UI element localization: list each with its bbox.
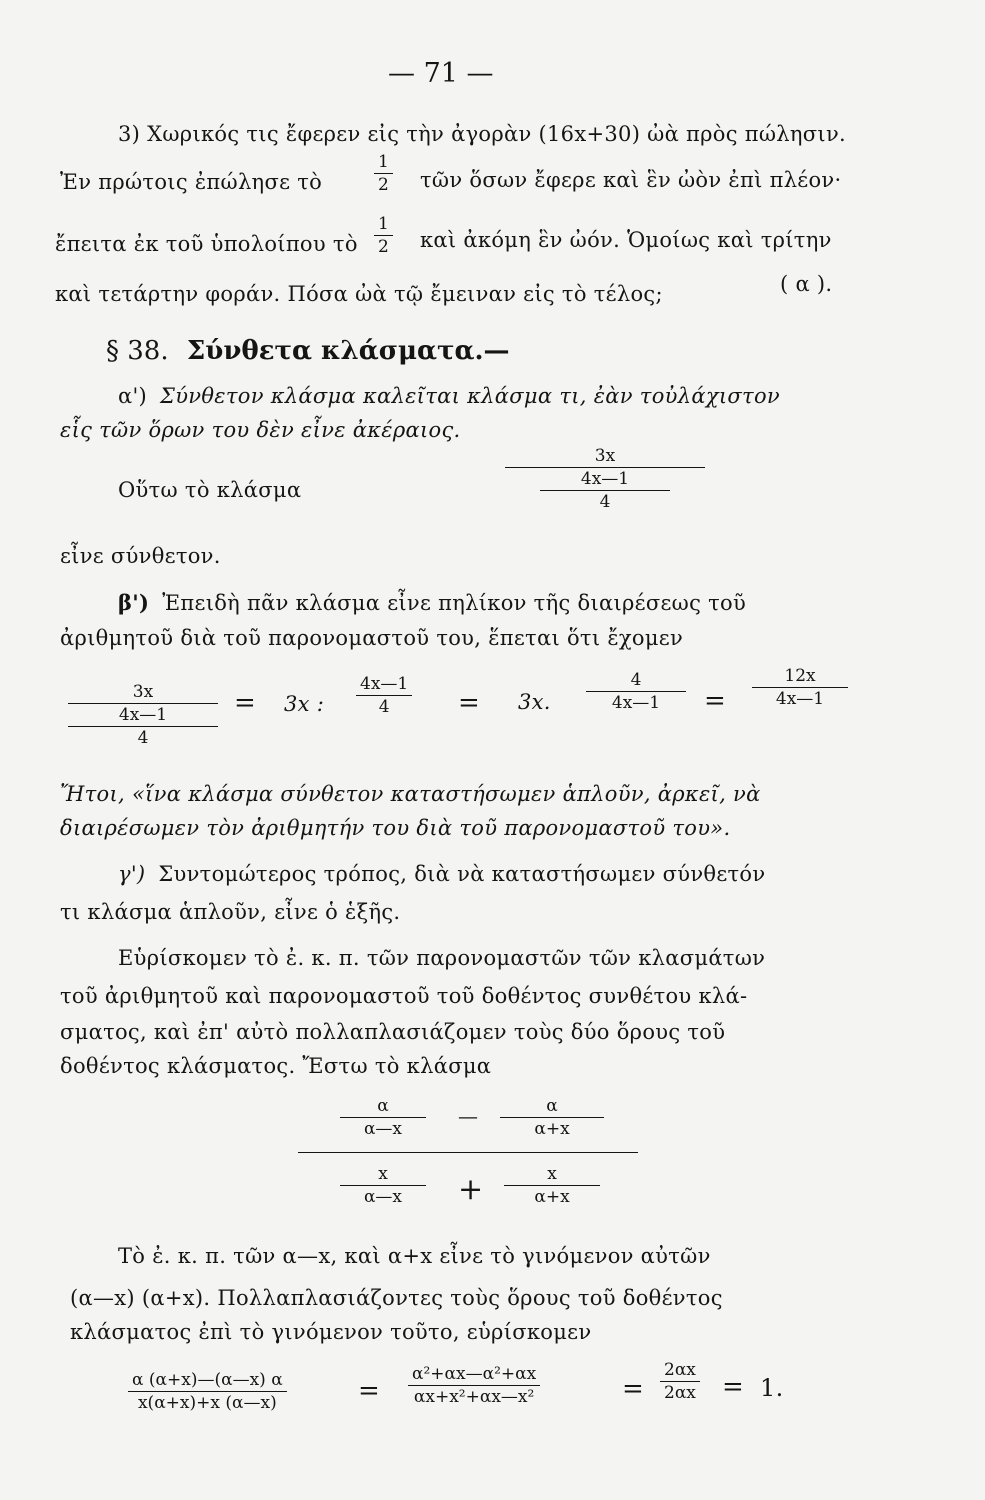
final-result: 1. (760, 1374, 784, 1402)
compound-fraction-example (505, 446, 705, 512)
eq-b-term3-fraction (586, 670, 686, 713)
big-top-left-bar (340, 1117, 426, 1118)
part-a-line1 (118, 384, 780, 408)
eq-b-rhs-bar (752, 687, 848, 688)
fraction-one-half-1 (374, 152, 393, 195)
big-top-right-bar (500, 1117, 604, 1118)
eq-b-equals-2: = (458, 688, 480, 718)
part-b-rule-line1: Ἤτοι, «ἵνα κλάσμα σύνθετον καταστήσωμεν ἁπλοῦν, ἀρκεῖ, νὰ (60, 782, 761, 806)
fraction-one-half-2 (374, 214, 393, 257)
problem3-line4: καὶ τετάρτην φοράν. Πόσα ὠὰ τῷ ἔμειναν εἰς τὸ τέλος; (55, 282, 663, 306)
final-f1-denominator: x(α+x)+x (α—x) (137, 1393, 277, 1413)
inner-denominator: 4 (599, 492, 611, 512)
eq-b-rhs-denominator: 4x—1 (775, 689, 825, 709)
part-c-lcm-line1: Τὸ ἐ. κ. π. τῶν α—x, καὶ α+x εἶνε τὸ γινόμενον αὐτῶν (118, 1244, 711, 1268)
part-c-line2: τι κλάσμα ἁπλοῦν, εἶνε ὁ ἑξῆς. (60, 900, 401, 924)
part-c-text: Συντομώτερος τρόπος, διὰ νὰ καταστήσωμεν σύνθετόν (158, 862, 766, 886)
eq-b-term2-prefix: 3x : (284, 692, 325, 716)
part-b-line1 (118, 590, 746, 615)
part-a-line2: εἷς τῶν ὅρων του δὲν εἶνε ἀκέραιος. (60, 418, 461, 442)
problem3-line2-post: τῶν ὅσων ἔφερε καὶ ἓν ὠὸν ἐπὶ πλέον· (420, 168, 842, 192)
big-main-fraction-bar (298, 1152, 638, 1153)
inner-fraction-bar (540, 490, 670, 491)
final-equals-3: = (722, 1372, 744, 1402)
big-bottom-left-denominator: α—x (363, 1187, 403, 1207)
eq-b-term2-numerator: 4x—1 (360, 674, 409, 694)
big-top-left-fraction (340, 1096, 426, 1139)
problem3-line2-pre: Ἐν πρώτοις ἐπώλησε τὸ (60, 170, 323, 194)
big-bottom-left-numerator: x (378, 1164, 388, 1184)
answer-hint: ( α ). (780, 272, 833, 296)
big-bottom-right-fraction (504, 1164, 600, 1207)
eq-b-term3-numerator: 4 (630, 670, 642, 690)
page-number: — 71 — (388, 58, 494, 89)
eq-b-lhs-inner-denominator: 4 (137, 728, 149, 748)
part-c-para-line3: σματος, καὶ ἐπ' αὐτὸ πολλαπλασιάζομεν τοὺς δύο ὅρους τοῦ (60, 1020, 726, 1044)
eq-b-rhs-fraction (752, 666, 848, 709)
part-c-label: γ') (118, 862, 146, 886)
big-top-right-denominator: α+x (534, 1119, 570, 1139)
final-equals-2: = (622, 1374, 644, 1404)
final-equals-1: = (358, 1376, 380, 1406)
big-top-operator: — (458, 1104, 478, 1128)
main-fraction-bar (505, 467, 705, 468)
compound-numerator: 3x (594, 446, 616, 466)
fraction-bar (374, 173, 393, 174)
big-bottom-right-numerator: x (547, 1164, 557, 1184)
fraction-denominator: 2 (378, 175, 389, 195)
eq-b-lhs-inner-numerator: 4x—1 (118, 705, 168, 725)
part-c-para-line1: Εὑρίσκομεν τὸ ἐ. κ. π. τῶν παρονομαστῶν τῶν κλασμάτων (118, 946, 766, 970)
section-heading (106, 336, 510, 366)
section-number: § 38. (106, 336, 169, 366)
eq-b-term2-denominator: 4 (378, 697, 390, 717)
final-f3-denominator: 2αx (664, 1383, 696, 1403)
final-f1-numerator: α (α+x)—(α—x) α (132, 1370, 283, 1390)
part-a-label: α') (118, 384, 148, 408)
eq-b-term3-prefix: 3x. (518, 690, 551, 714)
part-b-line2: ἀριθμητοῦ διὰ τοῦ παρονομαστοῦ του, ἕπεται ὅτι ἔχομεν (60, 626, 684, 650)
eq-b-inner-bar (68, 726, 218, 727)
big-bottom-operator: + (458, 1172, 484, 1207)
eq-b-compound-fraction (68, 682, 218, 748)
big-bottom-left-fraction (340, 1164, 426, 1207)
fraction-denominator: 2 (378, 237, 389, 257)
part-c-lcm-line2: (α—x) (α+x). Πολλαπλασιάζοντες τοὺς ὅρους τοῦ δοθέντος (70, 1286, 723, 1310)
part-c-para-line4: δοθέντος κλάσματος. Ἔστω τὸ κλάσμα (60, 1054, 492, 1078)
final-f3-bar (660, 1381, 700, 1382)
final-fraction-1 (128, 1370, 287, 1413)
part-c-lcm-line3: κλάσματος ἐπὶ τὸ γινόμενον τοῦτο, εὑρίσκομεν (70, 1320, 592, 1344)
big-bottom-right-bar (504, 1185, 600, 1186)
final-fraction-3 (660, 1360, 700, 1403)
eq-b-equals-3: = (704, 686, 726, 716)
eq-b-main-bar (68, 703, 218, 704)
final-f1-bar (128, 1391, 287, 1392)
eq-b-term3-bar (586, 691, 686, 692)
fraction-numerator: 1 (378, 152, 389, 172)
eq-b-term2-fraction (356, 674, 412, 717)
part-c-para-line2: τοῦ ἀριθμητοῦ καὶ παρονομαστοῦ τοῦ δοθέντος συνθέτου κλά- (60, 984, 748, 1008)
eq-b-term2-bar (356, 695, 412, 696)
part-b-text: Ἐπειδὴ πᾶν κλάσμα εἶνε πηλίκον τῆς διαιρέσεως τοῦ (162, 591, 747, 615)
eq-b-equals-1: = (234, 688, 256, 718)
problem3-line3-post: καὶ ἀκόμη ἓν ὠόν. Ὁμοίως καὶ τρίτην (420, 228, 832, 252)
eq-b-rhs-numerator: 12x (784, 666, 816, 686)
part-a-example-text: Οὕτω τὸ κλάσμα (118, 478, 302, 502)
final-f2-bar (408, 1385, 540, 1386)
part-c-line1 (118, 862, 765, 886)
big-bottom-left-bar (340, 1185, 426, 1186)
eq-b-lhs-numerator: 3x (132, 682, 154, 702)
part-b-label: β') (118, 590, 150, 615)
inner-fraction (540, 469, 670, 512)
problem3-line3-pre: ἔπειτα ἐκ τοῦ ὑπολοίπου τὸ (55, 232, 358, 256)
final-fraction-2 (408, 1364, 540, 1407)
final-f3-numerator: 2αx (664, 1360, 696, 1380)
big-bottom-right-denominator: α+x (534, 1187, 570, 1207)
big-top-left-numerator: α (377, 1096, 389, 1116)
big-top-left-denominator: α—x (363, 1119, 403, 1139)
section-title: Σύνθετα κλάσματα.— (186, 336, 510, 366)
inner-numerator: 4x—1 (580, 469, 630, 489)
problem3-line1: 3) Χωρικός τις ἔφερεν εἰς τὴν ἀγορὰν (16x+30) ὠὰ πρὸς πώλησιν. (118, 122, 847, 146)
part-a-definition: Σύνθετον κλάσμα καλεῖται κλάσμα τι, ἐὰν τοὐλάχιστον (160, 384, 780, 408)
big-top-right-fraction (500, 1096, 604, 1139)
fraction-numerator: 1 (378, 214, 389, 234)
part-b-rule-line2: διαιρέσωμεν τὸν ἀριθμητήν του διὰ τοῦ παρονομαστοῦ του». (60, 816, 731, 840)
big-top-right-numerator: α (546, 1096, 558, 1116)
part-a-conclusion: εἶνε σύνθετον. (60, 544, 221, 568)
final-f2-denominator: αx+x²+αx—x² (413, 1387, 535, 1407)
final-f2-numerator: α²+αx—α²+αx (412, 1364, 537, 1384)
eq-b-term3-denominator: 4x—1 (611, 693, 661, 713)
fraction-bar (374, 235, 393, 236)
